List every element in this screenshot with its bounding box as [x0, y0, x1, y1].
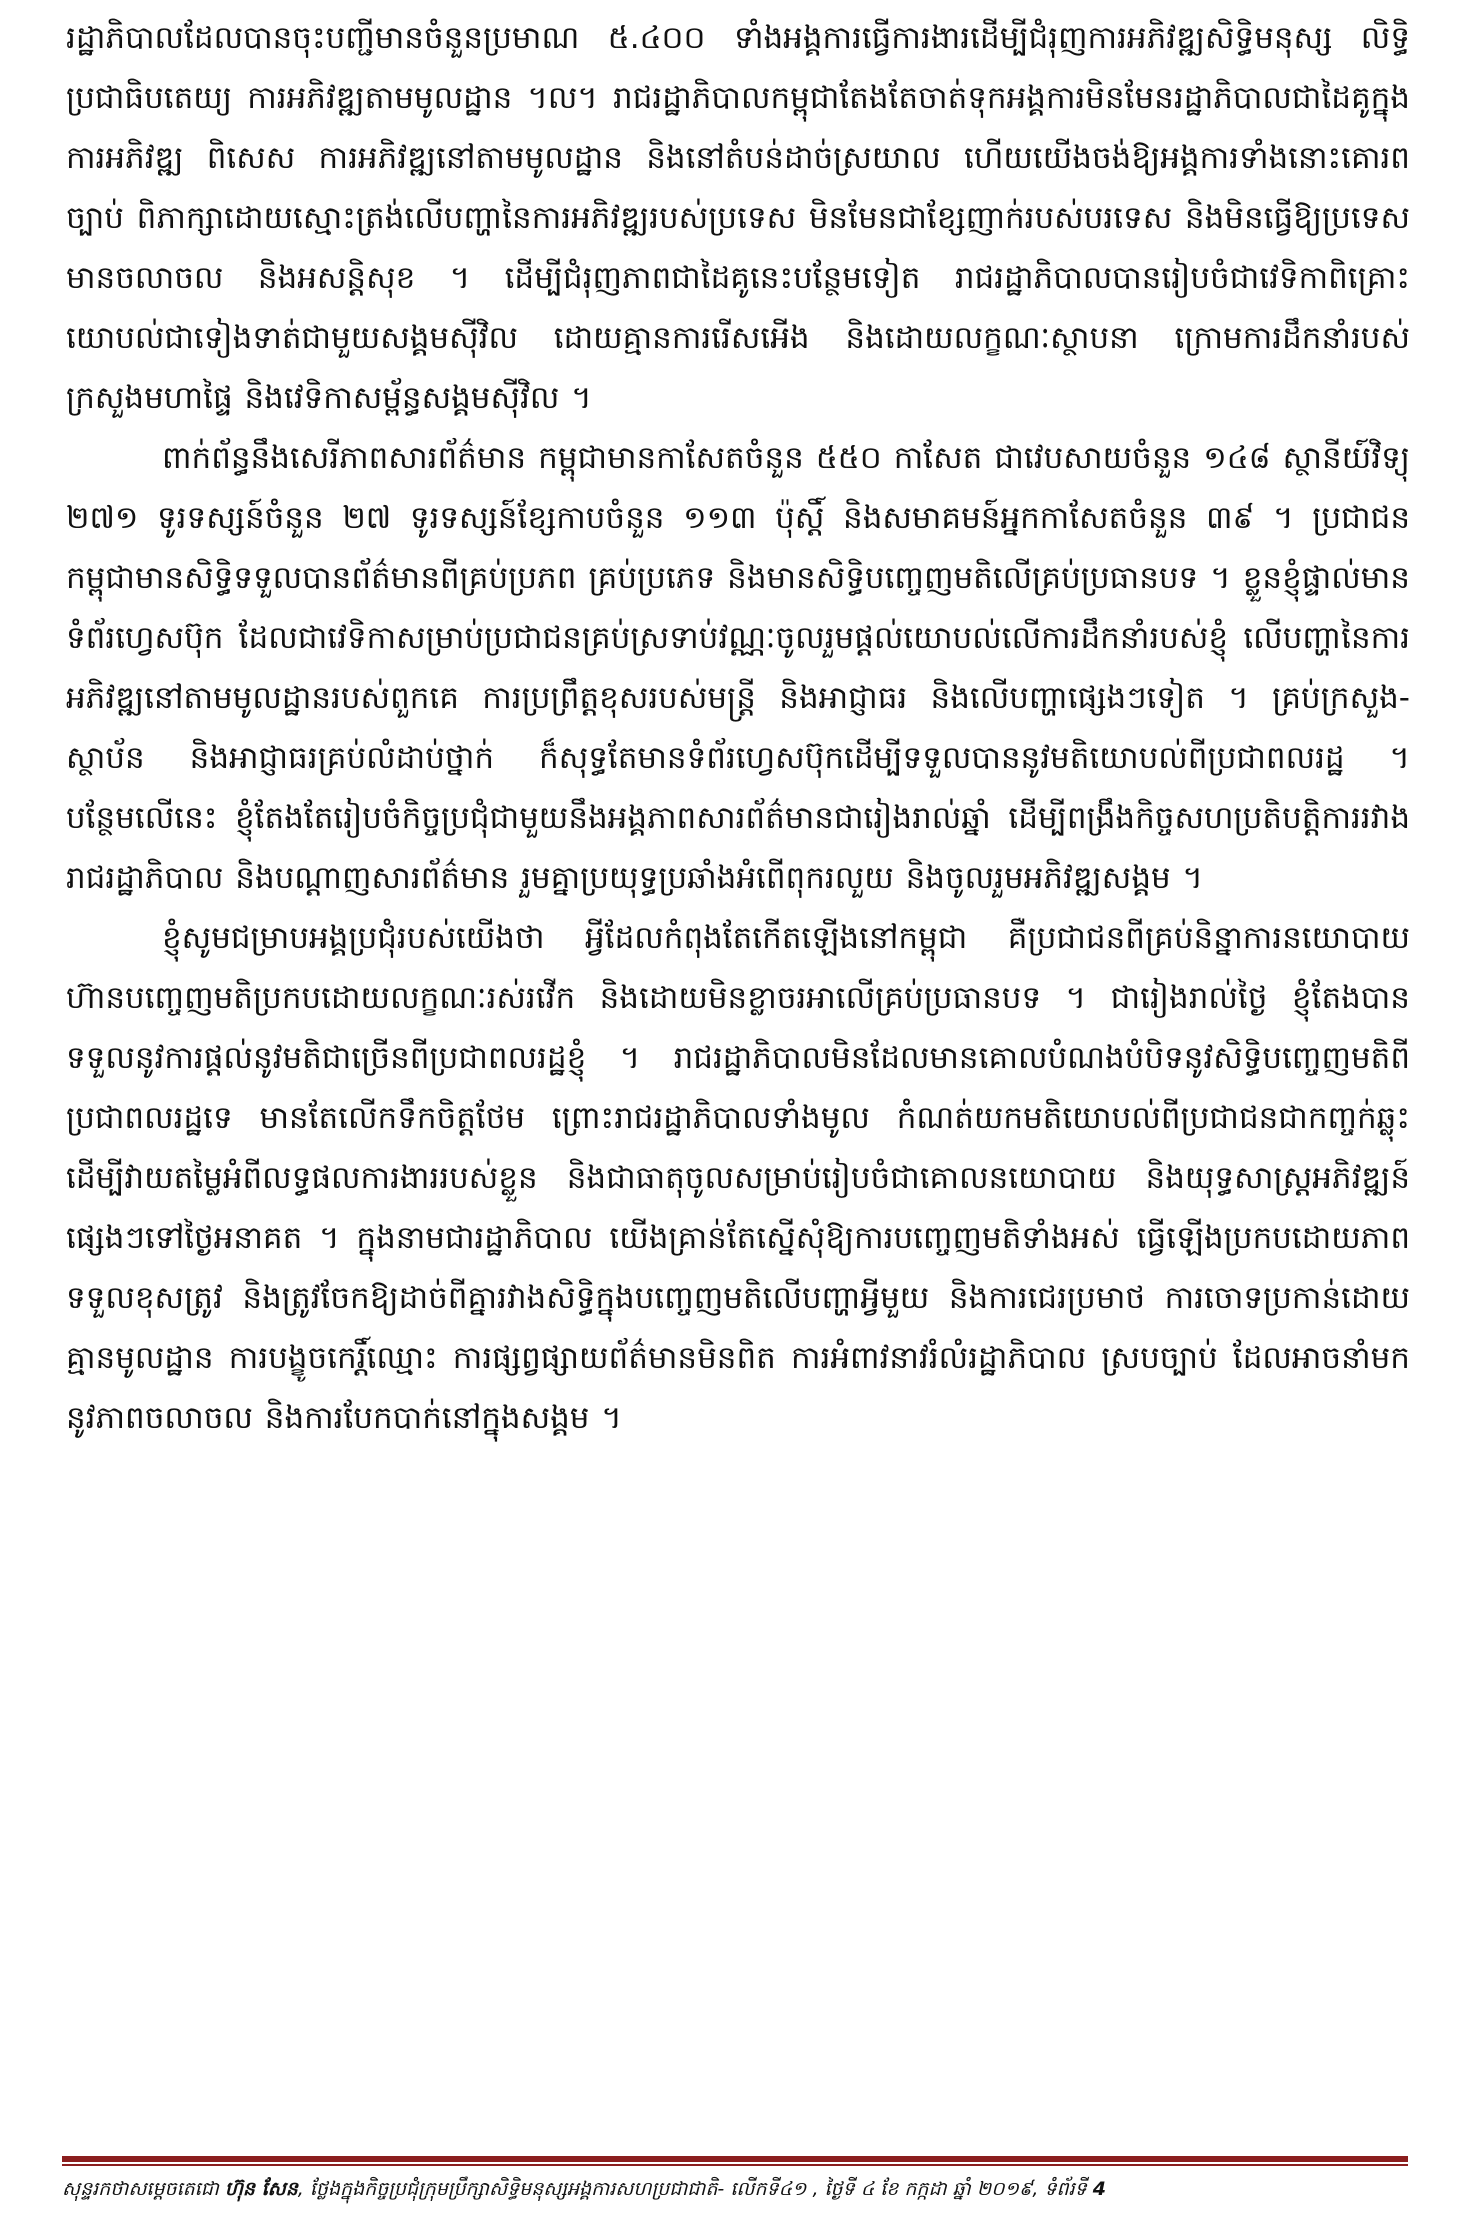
paragraph-press-freedom: ពាក់ព័ន្ធនឹងសេរីភាពសារព័ត៌មាន កម្ពុជាមានកាសែតចំនួន ៥៥០ កាសែត ជាវេបសាយចំនួន ១៤៨ ស្ថានីយ៍វិទ្យុ ២៧១ ទូរទស្សន៍ចំនួន ២៧ ទូរទស្សន៍ខ្សែកាបចំនួន ១១៣ ប៉ុស្តិ៍ និងសមាគមន៍អ្នកកាសែតចំនួន ៣៩ ។ ប្រជាជនកម្ពុជាមានសិទ្ធិទទួលបានព័ត៌មានពីគ្រប់ប្រភព គ្រប់ប្រភេទ និងមានសិទ្ធិបញ្ចេញមតិលើគ្រប់ប្រធានបទ ។ ខ្លួនខ្ញុំផ្ទាល់មានទំព័រហ្វេសប៊ុក ដែលជាវេទិកាសម្រាប់ប្រជាជនគ្រប់ស្រទាប់វណ្ណៈចូលរួមផ្តល់យោបល់លើការដឹកនាំរបស់ខ្ញុំ លើបញ្ហានៃការអភិវឌ្ឍនៅតាមមូលដ្ឋានរបស់ពួកគេ ការប្រព្រឹត្តខុសរបស់មន្ត្រី និងអាជ្ញាធរ និងលើបញ្ហាផ្សេងៗទៀត ។ គ្រប់ក្រសួង-ស្ថាប័ន និងអាជ្ញាធរគ្រប់លំដាប់ថ្នាក់ ក៏សុទ្ធតែមានទំព័រហ្វេសប៊ុកដើម្បីទទួលបាននូវមតិយោបល់ពីប្រជាពលរដ្ឋ ។ បន្ថែមលើនេះ ខ្ញុំតែងតែរៀបចំកិច្ចប្រជុំជាមួយនឹងអង្គភាពសារព័ត៌មានជារៀងរាល់ឆ្នាំ ដើម្បីពង្រឹងកិច្ចសហប្រតិបត្តិការរវាងរាជរដ្ឋាភិបាល និងបណ្តាញសារព័ត៌មាន រួមគ្នាប្រយុទ្ធប្រឆាំងអំពើពុករលួយ និងចូលរួមអភិវឌ្ឍសង្គម ។ — [66, 440, 1410, 896]
footer-speaker-name: ហ៊ុន សែន — [224, 2178, 298, 2200]
footer-rule-thin — [62, 2164, 1408, 2166]
document-body — [66, 8, 1410, 1448]
page-footer — [62, 2172, 1408, 2206]
page-number: 4 — [1092, 2178, 1106, 2200]
footer-page-label: ទំព័រទី — [1044, 2178, 1087, 2200]
paragraph-freedom-of-expression: ខ្ញុំសូមជម្រាបអង្គប្រជុំរបស់យើងថា អ្វីដែលកំពុងតែកើតឡើងនៅកម្ពុជា គឺប្រជាជនពីគ្រប់និន្នាការនយោបាយហ៊ានបញ្ចេញមតិប្រកបដោយលក្ខណៈរស់រវើក និងដោយមិនខ្លាចរអាលើគ្រប់ប្រធានបទ ។ ជារៀងរាល់ថ្ងៃ ខ្ញុំតែងបានទទួលនូវការផ្តល់នូវមតិជាច្រើនពីប្រជាពលរដ្ឋខ្ញុំ ។ រាជរដ្ឋាភិបាលមិនដែលមានគោលបំណងបំបិទនូវសិទ្ធិបញ្ចេញមតិពីប្រជាពលរដ្ឋទេ មានតែលើកទឹកចិត្តថែម ព្រោះរាជរដ្ឋាភិបាលទាំងមូល កំណត់យកមតិយោបល់ពីប្រជាជនជាកញ្ចក់ឆ្លុះដើម្បីវាយតម្លៃអំពីលទ្ធផលការងាររបស់ខ្លួន និងជាធាតុចូលសម្រាប់រៀបចំជាគោលនយោបាយ និងយុទ្ធសាស្ត្រអភិវឌ្ឍន៍ផ្សេងៗទៅថ្ងៃអនាគត ។ ក្នុងនាមជារដ្ឋាភិបាល យើងគ្រាន់តែស្នើសុំឱ្យការបញ្ចេញមតិទាំងអស់ ធ្វើឡើងប្រកបដោយភាពទទួលខុសត្រូវ និងត្រូវចែកឱ្យដាច់ពីគ្នារវាងសិទ្ធិក្នុងបញ្ចេញមតិលើបញ្ហាអ្វីមួយ និងការជេរប្រមាថ ការចោទប្រកាន់ដោយគ្មានមូលដ្ឋាន ការបង្ខូចកេរ្តិ៍ឈ្មោះ ការផ្សព្វផ្សាយព័ត៌មានមិនពិត ការអំពាវនាវរំលំរដ្ឋាភិបាល ស្របច្បាប់ ដែលអាចនាំមកនូវភាពចលាចល និងការបែកបាក់នៅក្នុងសង្គម ។ — [66, 920, 1410, 1436]
footer-description: , ថ្លែងក្នុងកិច្ចប្រជុំក្រុមប្រឹក្សាសិទ្ធិមនុស្សអង្គការសហប្រជាជាតិ- លើកទី៤១ , ថ្ងៃទី ៤ ខែ កក្កដា ឆ្នាំ ២០១៩, — [297, 2178, 1039, 2200]
footer-rule-thick — [62, 2156, 1408, 2162]
paragraph-ngo-partnership: រដ្ឋាភិបាលដែលបានចុះបញ្ជីមានចំនួនប្រមាណ ៥.៤០០ ទាំងអង្គការធ្វើការងារដើម្បីជំរុញការអភិវឌ្ឍសិទ្ធិមនុស្ស លិទ្ធិប្រជាធិបតេយ្យ ការអភិវឌ្ឍតាមមូលដ្ឋាន ។ល។ រាជរដ្ឋាភិបាលកម្ពុជាតែងតែចាត់ទុកអង្គការមិនមែនរដ្ឋាភិបាលជាដៃគូក្នុងការអភិវឌ្ឍ ពិសេស ការអភិវឌ្ឍនៅតាមមូលដ្ឋាន និងនៅតំបន់ដាច់ស្រយាល ហើយយើងចង់ឱ្យអង្គការទាំងនោះគោរពច្បាប់ ពិភាក្សាដោយស្មោះត្រង់លើបញ្ហានៃការអភិវឌ្ឍរបស់ប្រទេស មិនមែនជាខ្សែញាក់របស់បរទេស និងមិនធ្វើឱ្យប្រទេសមានចលាចល និងអសន្តិសុខ ។ ដើម្បីជំរុញភាពជាដៃគូនេះបន្ថែមទៀត រាជរដ្ឋាភិបាលបានរៀបចំជាវេទិកាពិគ្រោះយោបល់ជាទៀងទាត់ជាមួយសង្គមស៊ីវិល ដោយគ្មានការរើសអើង និងដោយលក្ខណៈស្ថាបនា ក្រោមការដឹកនាំរបស់ក្រសួងមហាផ្ទៃ និងវេទិកាសម្ព័ន្ធសង្គមស៊ីវិល ។ — [66, 20, 1410, 416]
footer-prefix: សុន្ទរកថាសម្តេចតេជោ — [62, 2178, 219, 2200]
